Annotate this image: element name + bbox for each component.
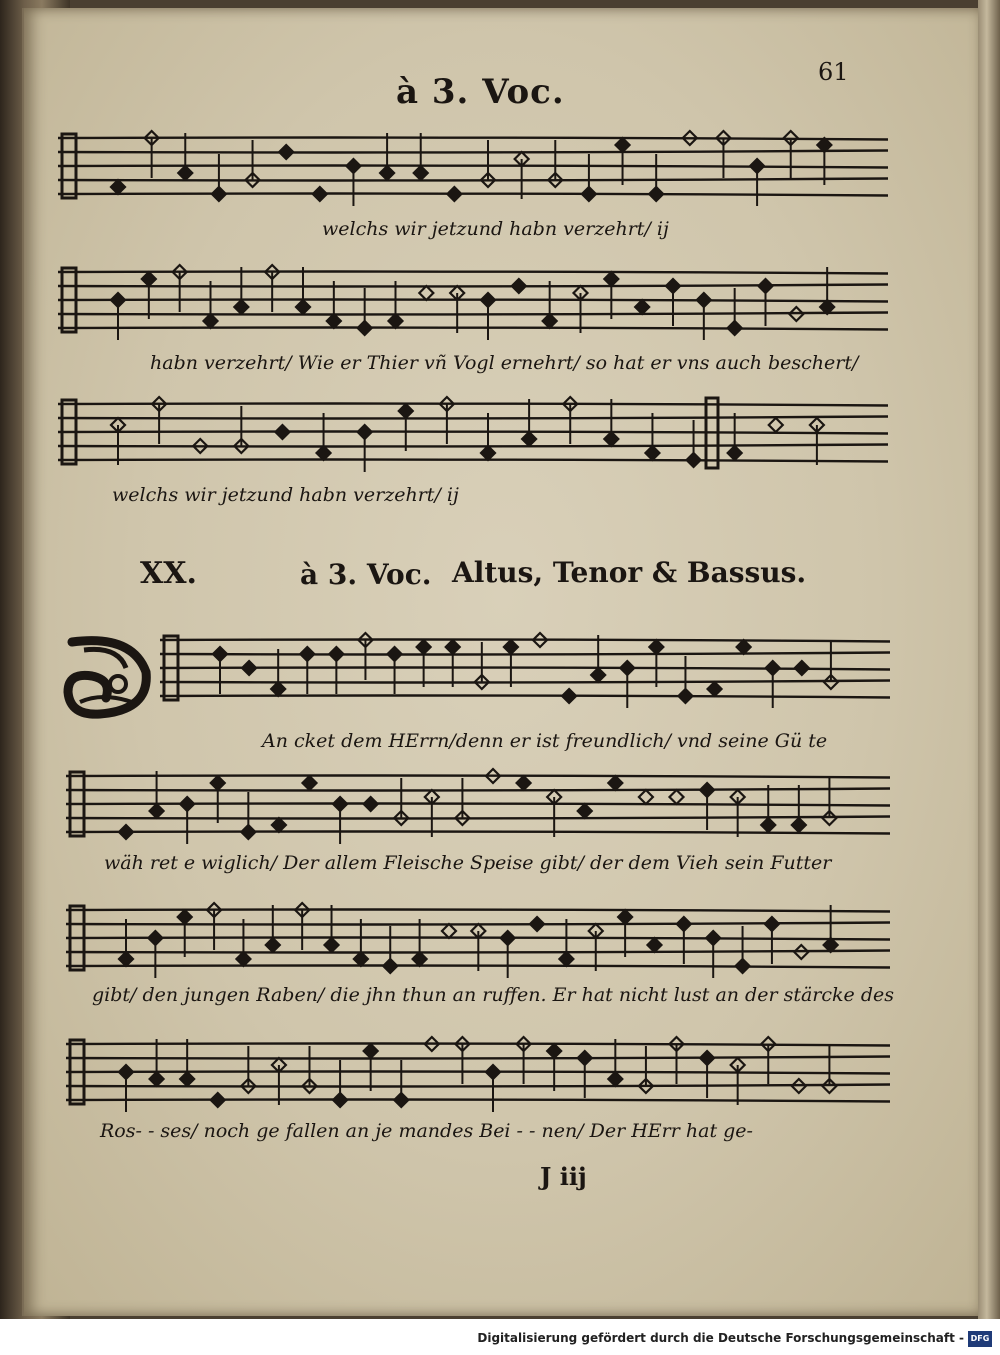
staff-line	[66, 789, 890, 791]
footer-credit: Digitalisierung gefördert durch die Deutsche Forschungsgemeinschaft -	[477, 1331, 964, 1345]
note-head	[708, 682, 722, 696]
note-head	[635, 300, 649, 314]
staff-line	[160, 696, 890, 698]
staff-line	[66, 817, 890, 819]
footer-bar	[0, 1319, 1000, 1355]
note-head	[111, 180, 125, 194]
note-head	[670, 790, 684, 804]
staff-line	[66, 1100, 890, 1102]
note-head	[119, 825, 133, 839]
staff-line	[160, 681, 890, 683]
note-head	[272, 818, 286, 832]
note-head	[608, 776, 622, 790]
note-head	[562, 689, 576, 703]
note-head	[279, 145, 293, 159]
staff-line	[66, 1044, 890, 1046]
note-head	[242, 661, 256, 675]
page-number: 61	[818, 58, 849, 86]
note-head	[447, 187, 461, 201]
section-number: XX.	[140, 556, 197, 591]
staff-line	[58, 272, 888, 274]
section-voices: Altus, Tenor & Bassus.	[452, 556, 807, 589]
signature-mark: J iij	[540, 1162, 587, 1191]
staff-line	[58, 151, 888, 153]
lyric-line: An cket dem HErrn/denn er ist freundlich/ vnd seine Gü te	[262, 730, 828, 752]
lyric-line: Ros- - ses/ noch ge fallen an je mandes Bei - - nen/ Der HErr hat ge-	[100, 1120, 753, 1142]
running-head: à 3. Voc.	[396, 72, 565, 112]
staff-line	[58, 179, 888, 181]
staff-line	[58, 313, 888, 315]
note-head	[512, 279, 526, 293]
note-head	[211, 1093, 225, 1107]
decorated-initial-icon	[62, 632, 154, 720]
lyric-line: wäh ret e wiglich/ Der allem Fleische Speise gibt/ der dem Vieh sein Futter	[104, 852, 832, 874]
staff-line	[66, 910, 890, 912]
lyric-line: welchs wir jetzund habn verzehrt/ ij	[322, 218, 669, 240]
note-head	[517, 776, 531, 790]
note-head	[442, 924, 456, 938]
lyric-line: habn verzehrt/ Wie er Thier vñ Vogl ernehrt/ so hat er vns auch beschert/	[150, 352, 859, 374]
staff-line	[58, 300, 888, 302]
note-head	[303, 776, 317, 790]
note-head	[578, 804, 592, 818]
staff-line	[58, 417, 888, 419]
note-head	[639, 790, 653, 804]
note-head	[795, 661, 809, 675]
staff-line	[58, 432, 888, 434]
staff-line	[58, 138, 888, 140]
lyric-line: welchs wir jetzund habn verzehrt/ ij	[112, 484, 459, 506]
staff-line	[58, 404, 888, 406]
note-head	[737, 640, 751, 654]
note-head	[769, 418, 783, 432]
lyric-line: gibt/ den jungen Raben/ die jhn thun an ruffen. Er hat nicht lust an der stärcke des	[92, 984, 894, 1006]
note-head	[364, 797, 378, 811]
staff-line	[58, 445, 888, 447]
staff-line	[160, 640, 890, 642]
staff-line	[66, 1057, 890, 1059]
note-head	[275, 425, 289, 439]
staff-line	[66, 832, 890, 834]
section-voc: à 3. Voc.	[300, 558, 432, 591]
note-head	[313, 187, 327, 201]
staff-line	[58, 328, 888, 330]
note-head	[647, 938, 661, 952]
staff-line	[58, 460, 888, 462]
staff-line	[58, 194, 888, 196]
staff-line	[160, 653, 890, 655]
dfg-logo-icon: DFG	[968, 1331, 992, 1347]
note-head	[419, 286, 433, 300]
note-head	[530, 917, 544, 931]
staff-line	[66, 776, 890, 778]
